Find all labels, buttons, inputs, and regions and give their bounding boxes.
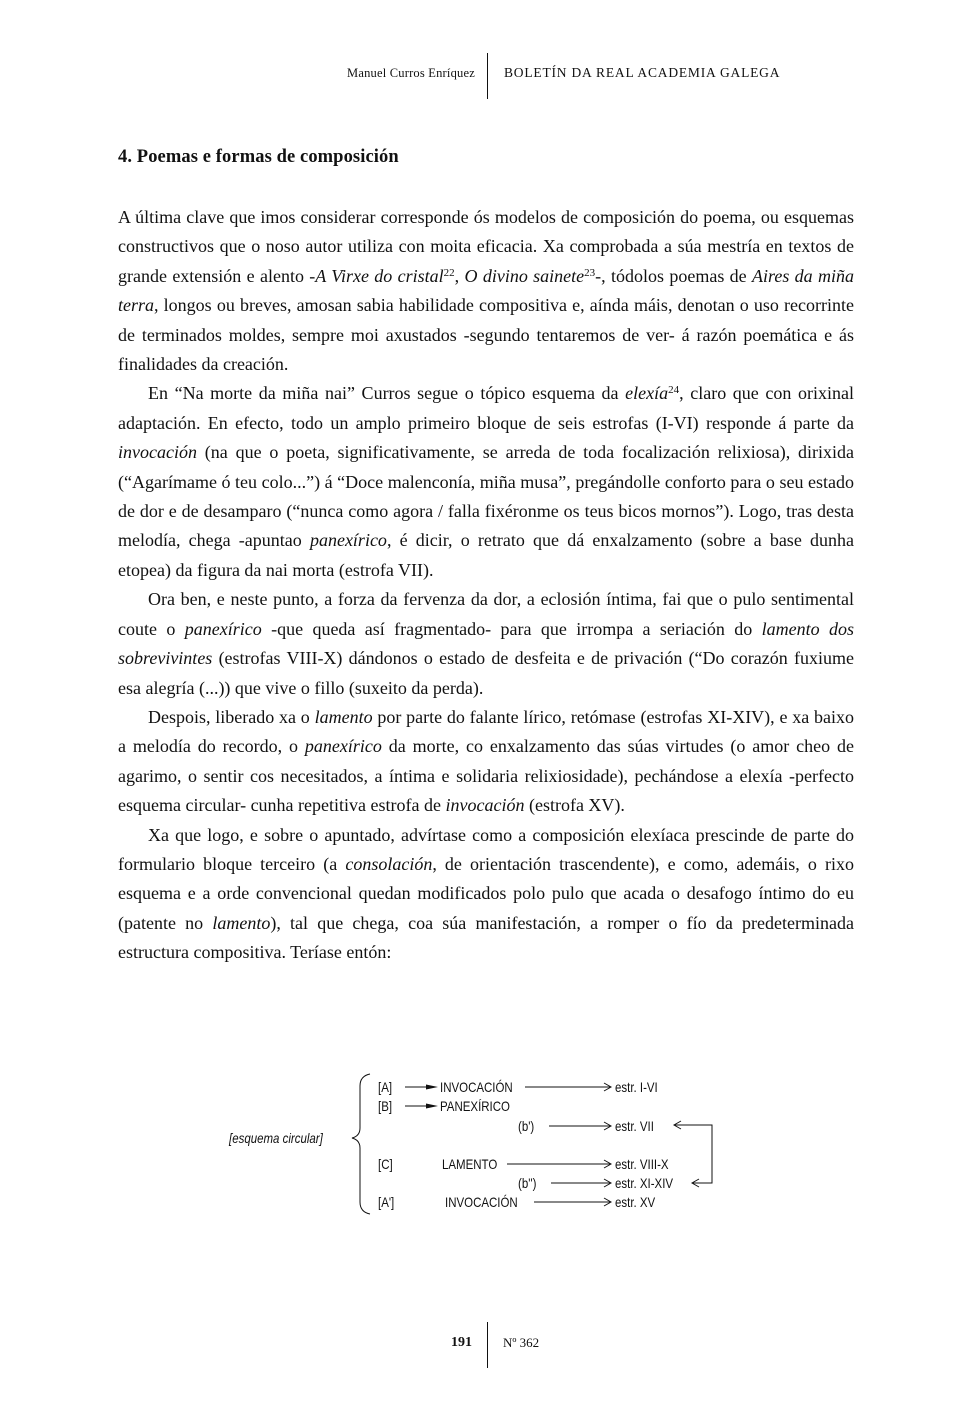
row-term: INVOCACIÓN xyxy=(445,1194,518,1210)
italic-title: O divino sainete xyxy=(464,265,585,286)
italic-term: panexírico xyxy=(304,736,382,757)
left-brace xyxy=(352,1074,370,1214)
return-arrow-xi-xiv xyxy=(692,1179,699,1187)
row-key: [B] xyxy=(378,1098,393,1114)
arrow-3-head xyxy=(604,1160,611,1168)
footnote-ref-22[interactable]: 22 xyxy=(443,266,455,279)
row-key: [C] xyxy=(378,1156,393,1172)
text-run: Despois, liberado xa o xyxy=(148,706,315,727)
italic-term: invocación xyxy=(445,795,525,816)
text-run: En “Na morte da miña nai” Curros segue o tópico esquema da xyxy=(148,383,626,404)
scheme-label: [esquema circular] xyxy=(229,1130,323,1146)
italic-title: Aires da miña terra xyxy=(118,265,855,316)
arrow-2-head xyxy=(604,1122,611,1130)
italic-term: panexírico xyxy=(184,618,262,639)
italic-term: panexírico xyxy=(309,530,387,551)
return-connector xyxy=(674,1125,712,1183)
arrow-a-head xyxy=(426,1085,438,1090)
italic-term: elexía xyxy=(625,383,669,404)
text-run: , claro que con orixinal adaptación. En efecto, todo un amplo primeiro bloque de seis estrofas (I-VI) responde á parte da xyxy=(118,383,854,433)
text-run: ), tal que chega, coa súa manifestación, a romper o fío da predeterminada estructura compositiva. Teríase entón: xyxy=(118,912,854,963)
text-run: , longos ou breves, amosan sabia habilidade compositiva e, aínda máis, denotan o uso recorrinte de terminados moldes, sempre moi axustados -segundo tentaremos de ver- á razón poemática e ás finalidades da creación. xyxy=(118,295,854,375)
text-run: Xa que logo, e sobre o apuntado, advírtase como a composición elexíaca prescinde de parte do formulario bloque terceiro (a xyxy=(118,824,854,874)
text-run: A última clave que imos considerar corresponde ós modelos de composición do poema, ou esquemas constructivos que o noso autor utiliza con moita eficacia. Xa comprobada a súa mestría en textos de grande extensión e alento - xyxy=(118,207,854,286)
italic-term: lamento dos sobrevivintes xyxy=(118,618,855,669)
row-term: LAMENTO xyxy=(442,1156,498,1172)
text-run: -que queda así fragmentado- para que irrompa a seriación do xyxy=(261,618,762,639)
paragraph-2 xyxy=(118,379,854,585)
paragraph-1 xyxy=(118,203,854,379)
footnote-ref-23[interactable]: 23 xyxy=(584,266,596,279)
paragraph-4 xyxy=(118,703,854,821)
page-number: 191 xyxy=(451,1335,472,1350)
row-target: estr. VIII-X xyxy=(615,1156,669,1172)
row-key: (b') xyxy=(518,1118,535,1134)
italic-term: invocación xyxy=(118,442,197,463)
row-key: (b'') xyxy=(518,1175,537,1191)
return-arrow-vii xyxy=(674,1121,681,1129)
text-run: , xyxy=(454,265,465,286)
arrow-b-head xyxy=(426,1104,438,1109)
paragraph-5 xyxy=(118,821,854,968)
paragraph-3 xyxy=(118,585,854,703)
running-header-author: Manuel Curros Enríquez xyxy=(347,66,475,80)
row-target: estr. XI-XIV xyxy=(615,1175,674,1191)
italic-term: consolación xyxy=(345,853,433,874)
row-target: estr. VII xyxy=(615,1118,654,1134)
arrow-1-head xyxy=(604,1083,611,1091)
running-header-journal: BOLETÍN DA REAL ACADEMIA GALEGA xyxy=(504,65,781,80)
text-run: (estrofas VIII-X) dándonos o estado de desfeita e de privación (“Do corazón fuxiume esa alegría (...)) que vive o fillo (suxeito da perda). xyxy=(118,648,854,698)
text-run: Ora ben, e neste punto, a forza da fervenza da dor, a eclosión íntima, fai que o pulo sentimental coute o xyxy=(118,589,854,639)
italic-title: A Virxe do cristal xyxy=(315,265,444,286)
italic-term: lamento xyxy=(314,706,373,727)
text-run: -, tódolos poemas de xyxy=(595,265,752,286)
header-divider xyxy=(487,53,488,99)
text-run: por parte do falante lírico, retómase (estrofas XI-XIV), e xa baixo a melodía do recordo, o xyxy=(118,706,854,757)
row-key: [A'] xyxy=(378,1194,395,1210)
arrow-5-head xyxy=(604,1198,611,1206)
row-target: estr. XV xyxy=(615,1194,656,1210)
arrow-4-head xyxy=(604,1179,611,1187)
text-run: (na que o poeta, significativamente, se arreda de toda focalización relixiosa), dirixida (“Agarímame ó teu colo...”) á “Doce malenconía, miña musa”, pregándolle conforto para o seu estado de dor e de desamparo (“nunca como agora / falla fixéronme os teus bicos mornos”). Logo, tras desta melodía, chega -apuntao xyxy=(118,442,854,551)
row-term: PANEXÍRICO xyxy=(440,1098,510,1114)
row-key: [A] xyxy=(378,1079,393,1095)
text-run: da morte, co enxalzamento das súas virtudes (o amor cheo de agarimo, o sentir cos necesitados, a íntima e solidaria relixiosidade), pechándose a elexía -perfecto esquema circular- cunha repetitiva estrofa de xyxy=(118,736,855,816)
footnote-ref-24[interactable]: 24 xyxy=(668,384,680,397)
text-run: , de orientación trascendente), e como, ademáis, o rixo esquema e a orde convencional quedan modificados polo pulo que acada o desafogo íntimo do eu (patente no xyxy=(118,853,854,933)
body-text xyxy=(118,203,854,968)
footer-divider xyxy=(487,1322,488,1368)
issue-number: Nº 362 xyxy=(503,1335,540,1350)
italic-term: lamento xyxy=(212,912,271,933)
row-target: estr. I-VI xyxy=(615,1079,658,1095)
text-run: (estrofa XV). xyxy=(524,795,625,816)
text-run: , é dicir, o retrato que dá enxalzamento (sobre a base dunha etopea) da figura da nai morta (estrofa VII). xyxy=(118,530,854,580)
section-heading: 4. Poemas e formas de composición xyxy=(118,147,399,167)
row-term: INVOCACIÓN xyxy=(440,1079,513,1095)
